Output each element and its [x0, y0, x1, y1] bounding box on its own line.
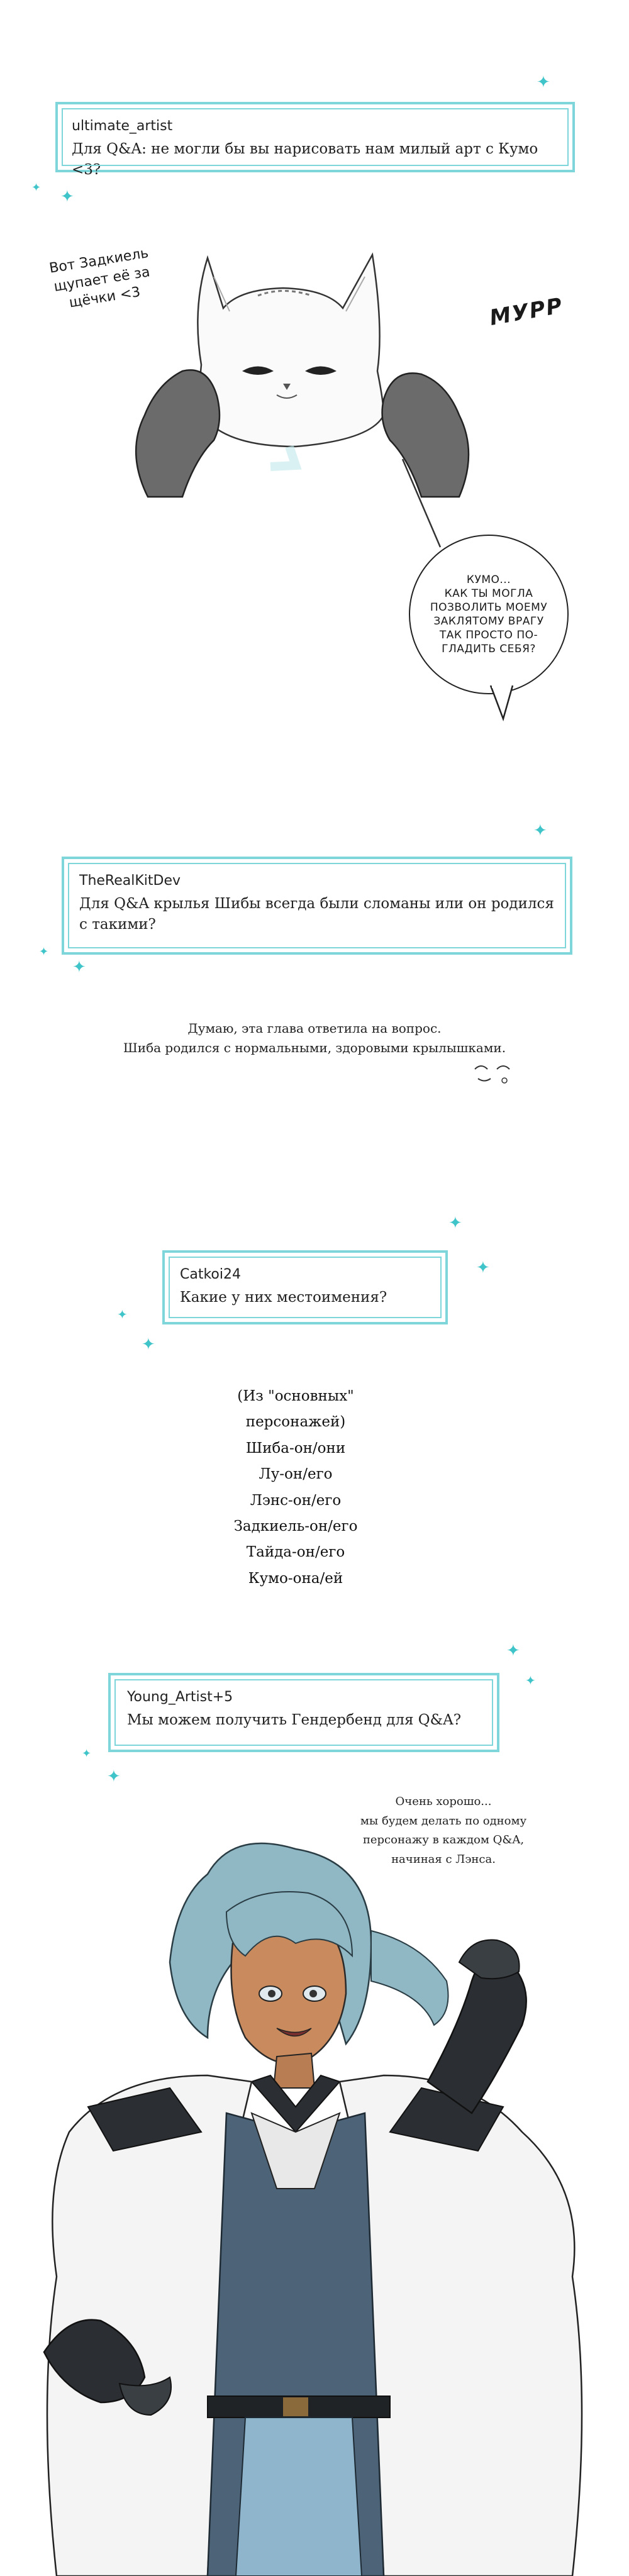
- pronoun-item: Задкиель-он/его: [233, 1518, 358, 1535]
- question-text: Какие у них местоимения?: [180, 1289, 387, 1306]
- answer-caption: [94, 1019, 535, 1058]
- speech-bubble: [409, 535, 569, 694]
- sparkle-star-icon: ✦: [506, 1641, 520, 1660]
- pronoun-list: [189, 1384, 403, 1592]
- pronoun-item: Шиба-он/они: [245, 1440, 346, 1457]
- sparkle-star-icon: ✦: [476, 1258, 490, 1277]
- pronoun-header: (Из "основных" персонажей): [237, 1388, 354, 1431]
- sparkle-star-icon: ✦: [82, 1747, 92, 1760]
- sparkle-star-icon: ✦: [448, 1214, 462, 1233]
- question-text: Для Q&A: не могли бы вы нарисовать нам милый арт с Кумо <3?: [72, 141, 538, 179]
- character-illustration: [19, 1836, 610, 2576]
- sfx-text: МУРР: [487, 293, 565, 331]
- answer-note: Очень хорошо... мы будем делать по одному персонажу в каждом Q&A, начиная с Лэнса.: [360, 1795, 527, 1866]
- question-username: ultimate_artist: [72, 118, 173, 134]
- sparkle-star-icon: ✦: [60, 187, 74, 206]
- sparkle-star-icon: ✦: [533, 821, 547, 840]
- speech-bubble-text: КУМО... КАК ТЫ МОГЛА ПОЗВОЛИТЬ МОЕМУ ЗАКЛЯТОМУ ВРАГУ ТАК ПРОСТО ПО- ГЛАДИТЬ СЕБЯ?: [430, 573, 548, 656]
- answer-line: Думаю, эта глава ответила на вопрос.: [187, 1021, 442, 1036]
- question-username: Catkoi24: [180, 1267, 241, 1282]
- sparkle-star-icon: ✦: [537, 73, 550, 92]
- sparkle-star-icon: ✦: [525, 1673, 536, 1688]
- question-card: [55, 102, 575, 179]
- speech-bubble-tail: [484, 684, 522, 722]
- pronoun-item: Лу-он/его: [259, 1466, 333, 1483]
- sparkle-star-icon: ✦: [142, 1335, 155, 1354]
- sparkle-star-icon: ✦: [72, 958, 86, 977]
- cat-illustration: [88, 233, 478, 560]
- pronoun-item: Кумо-она/ей: [248, 1570, 343, 1587]
- question-card: [108, 1673, 499, 1752]
- pronoun-item: Лэнс-он/его: [250, 1492, 342, 1509]
- sleepy-face-doodle: [472, 1063, 516, 1088]
- question-username: TheRealKitDev: [79, 873, 181, 889]
- question-username: Young_Artist+5: [127, 1689, 233, 1705]
- pronoun-item: Тайда-он/его: [246, 1544, 345, 1561]
- question-card: [162, 1250, 448, 1324]
- question-text: Для Q&A крылья Шибы всегда были сломаны или он родился с такими?: [79, 896, 554, 933]
- sparkle-star-icon: ✦: [107, 1767, 121, 1786]
- sparkle-star-icon: ✦: [39, 945, 49, 958]
- sparkle-star-icon: ✦: [31, 181, 42, 194]
- sparkle-star-icon: ✦: [117, 1307, 128, 1322]
- answer-line: Шиба родился с нормальными, здоровыми крылышками.: [123, 1040, 506, 1055]
- side-note: Вот Задкиель щупает её за щёчки <3: [48, 245, 152, 311]
- question-text: Мы можем получить Гендербенд для Q&A?: [127, 1712, 462, 1728]
- question-card: [62, 857, 572, 955]
